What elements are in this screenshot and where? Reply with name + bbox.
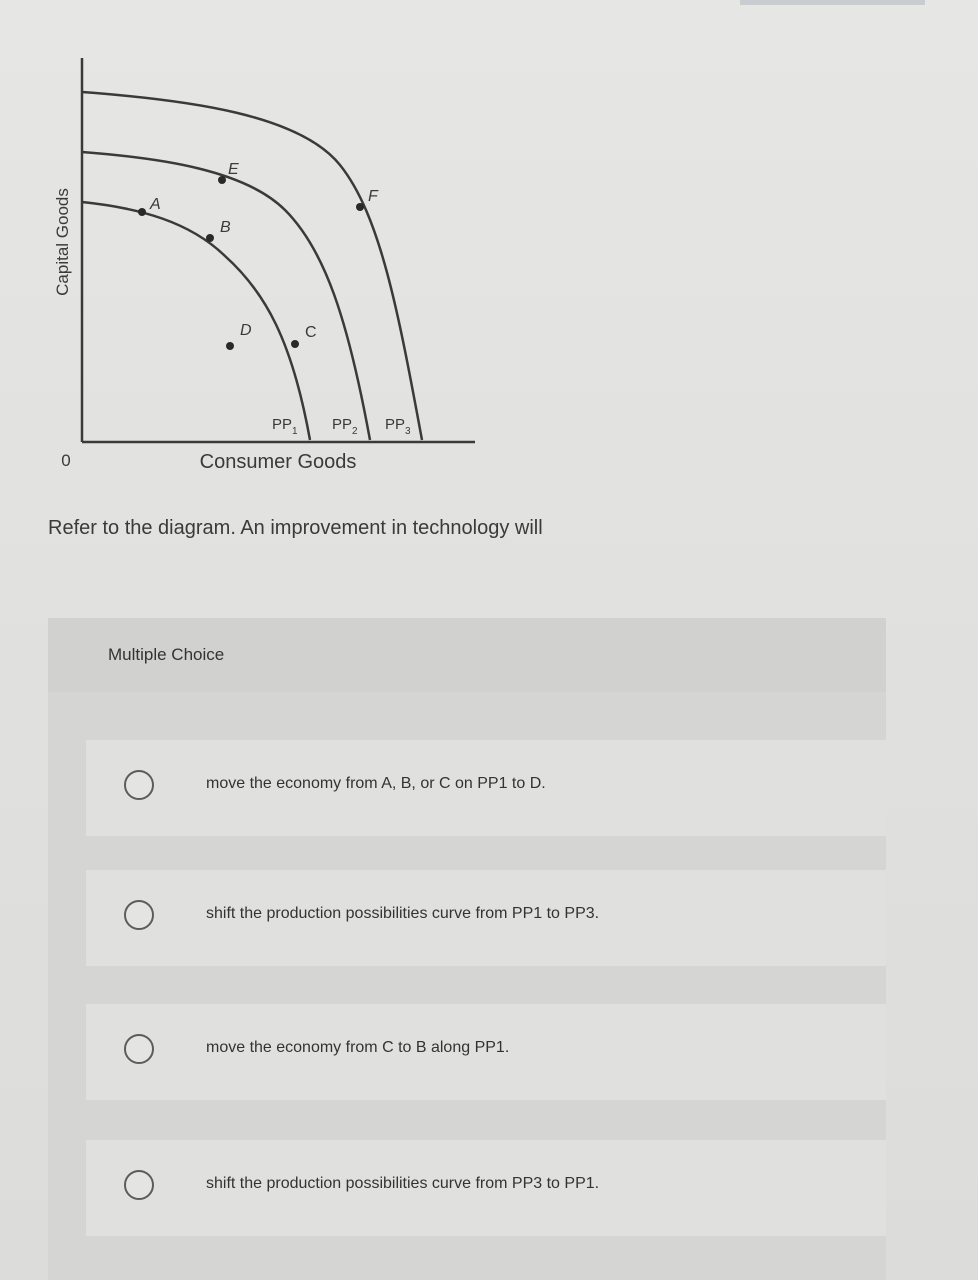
point-c-label: C (305, 324, 317, 341)
answer-option-4[interactable] (86, 1140, 886, 1236)
point-b (206, 234, 214, 242)
question-text: Refer to the diagram. An improvement in technology will (48, 517, 543, 539)
point-c (291, 340, 299, 348)
multiple-choice-header (48, 618, 886, 692)
point-a-label: A (150, 196, 161, 213)
multiple-choice-panel (48, 618, 886, 1280)
curve-pp1-label: $PP_1$ (272, 416, 298, 437)
multiple-choice-title: Multiple Choice (108, 645, 225, 664)
point-b-label: B (220, 219, 231, 236)
point-d (226, 342, 234, 350)
point-f-label: F (368, 188, 378, 205)
curve-pp3 (82, 92, 422, 440)
curve-pp2-label: $PP_2$ (332, 416, 358, 437)
radio-button[interactable] (124, 770, 154, 800)
point-d-label: D (240, 322, 252, 339)
point-a (138, 208, 146, 216)
ppc-diagram (0, 0, 560, 490)
radio-button[interactable] (124, 1034, 154, 1064)
radio-button[interactable] (124, 1170, 154, 1200)
point-f (356, 203, 364, 211)
answer-option-1[interactable] (86, 740, 886, 836)
answer-option-2[interactable] (86, 870, 886, 966)
answer-option-3[interactable] (86, 1004, 886, 1100)
curve-pp1 (82, 202, 310, 440)
point-e-label: E (228, 161, 239, 178)
curve-pp2 (82, 152, 370, 440)
curve-pp3-label: $PP_3$ (385, 416, 411, 437)
point-e (218, 176, 226, 184)
x-axis-label: Consumer Goods (199, 451, 357, 473)
answer-option-text: shift the production possibilities curve from PP3 to PP1. (206, 1175, 600, 1192)
radio-button[interactable] (124, 900, 154, 930)
origin-label: 0 (61, 451, 71, 470)
answer-option-text: move the economy from A, B, or C on PP1 to D. (206, 775, 546, 792)
y-axis-label: Capital Goods (53, 188, 72, 296)
answer-option-text: move the economy from C to B along PP1. (206, 1039, 510, 1056)
top-bar (740, 0, 925, 5)
answer-option-text: shift the production possibilities curve from PP1 to PP3. (206, 905, 600, 922)
